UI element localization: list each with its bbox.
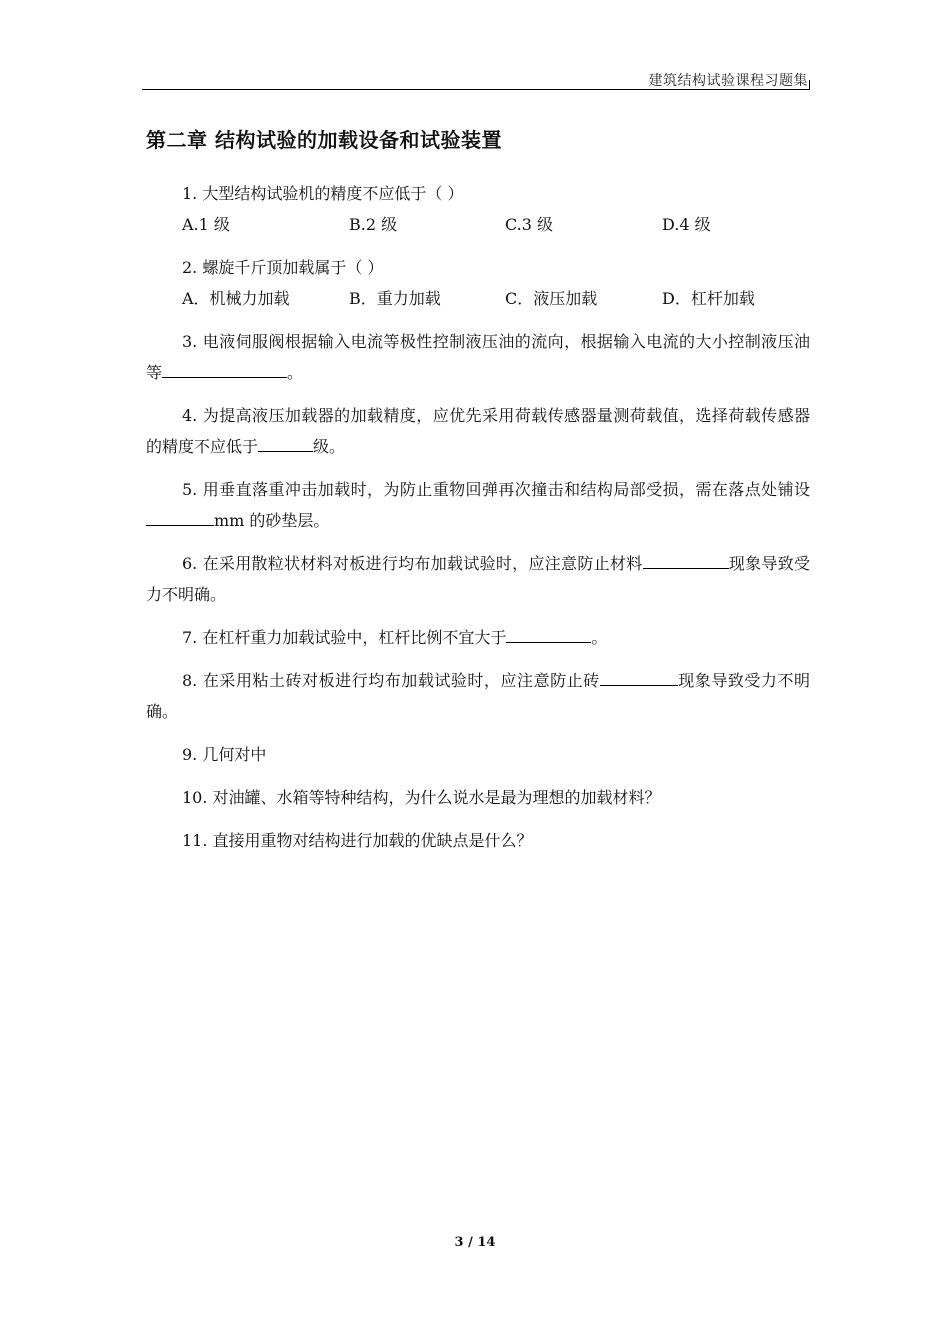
question-10: 10. 对油罐、水箱等特种结构，为什么说水是最为理想的加载材料？ xyxy=(182,788,661,807)
question-5-blank xyxy=(146,505,214,526)
page-number: 3 / 14 xyxy=(454,1235,496,1250)
question-3 xyxy=(146,326,810,388)
question-6-text: 6. 在采用散粒状材料对板进行均布加载试验时，应注意防止材料 xyxy=(182,554,643,573)
question-2: 2. 螺旋千斤顶加载属于（ ） xyxy=(182,258,384,277)
chapter-title: 第二章 结构试验的加载设备和试验装置 xyxy=(146,128,502,152)
header-rule-tick xyxy=(809,80,810,90)
question-2-option-d: D．杠杆加载 xyxy=(662,289,755,308)
question-1-options xyxy=(182,209,810,240)
question-1-option-d: D.4 级 xyxy=(662,215,711,234)
question-5-text: 5. 用垂直落重冲击加载时，为防止重物回弹再次撞击和结构局部受损，需在落点处铺设 xyxy=(182,480,810,499)
question-2-option-c: C．液压加载 xyxy=(505,289,598,308)
question-list xyxy=(146,178,810,868)
question-8 xyxy=(146,665,810,727)
running-header: 建筑结构试验课程习题集 xyxy=(648,73,808,89)
question-1-option-b: B.2 级 xyxy=(349,215,398,234)
question-8-text: 8. 在采用粘土砖对板进行均布加载试验时，应注意防止砖 xyxy=(182,671,600,690)
question-3-blank xyxy=(162,357,287,378)
question-4 xyxy=(146,400,810,462)
question-5 xyxy=(146,474,810,536)
question-2-options xyxy=(182,283,810,314)
question-3-text: 3. 电液伺服阀根据输入电流等极性控制液压油的流向，根据输入电流的大小控制液压油等 xyxy=(146,332,810,382)
question-2-option-a: A．机械力加载 xyxy=(182,289,290,308)
question-4-blank xyxy=(258,431,313,452)
question-4-suffix: 级。 xyxy=(313,437,346,456)
question-8-suffix: 现象导致受力不明确。 xyxy=(146,671,810,721)
question-7-text: 7. 在杠杆重力加载试验中，杠杆比例不宜大于 xyxy=(182,628,507,647)
question-1: 1. 大型结构试验机的精度不应低于（ ） xyxy=(182,184,464,203)
question-9: 9. 几何对中 xyxy=(182,745,267,764)
question-6 xyxy=(146,548,810,610)
header-rule xyxy=(142,89,810,90)
question-4-text: 4. 为提高液压加载器的加载精度，应优先采用荷载传感器量测荷载值，选择荷载传感器的精度不应低于 xyxy=(146,406,810,456)
question-8-blank xyxy=(600,665,678,686)
question-6-blank xyxy=(643,548,729,569)
question-11: 11. 直接用重物对结构进行加载的优缺点是什么？ xyxy=(182,831,533,850)
question-7 xyxy=(146,622,810,653)
question-3-suffix: 。 xyxy=(287,363,304,382)
question-5-suffix: mm 的砂垫层。 xyxy=(214,511,330,530)
question-1-option-a: A.1 级 xyxy=(182,215,230,234)
question-6-suffix: 现象导致受力不明确。 xyxy=(146,554,810,604)
question-2-option-b: B．重力加载 xyxy=(349,289,441,308)
question-1-option-c: C.3 级 xyxy=(505,215,554,234)
question-7-blank xyxy=(506,622,591,643)
question-7-suffix: 。 xyxy=(591,628,608,647)
